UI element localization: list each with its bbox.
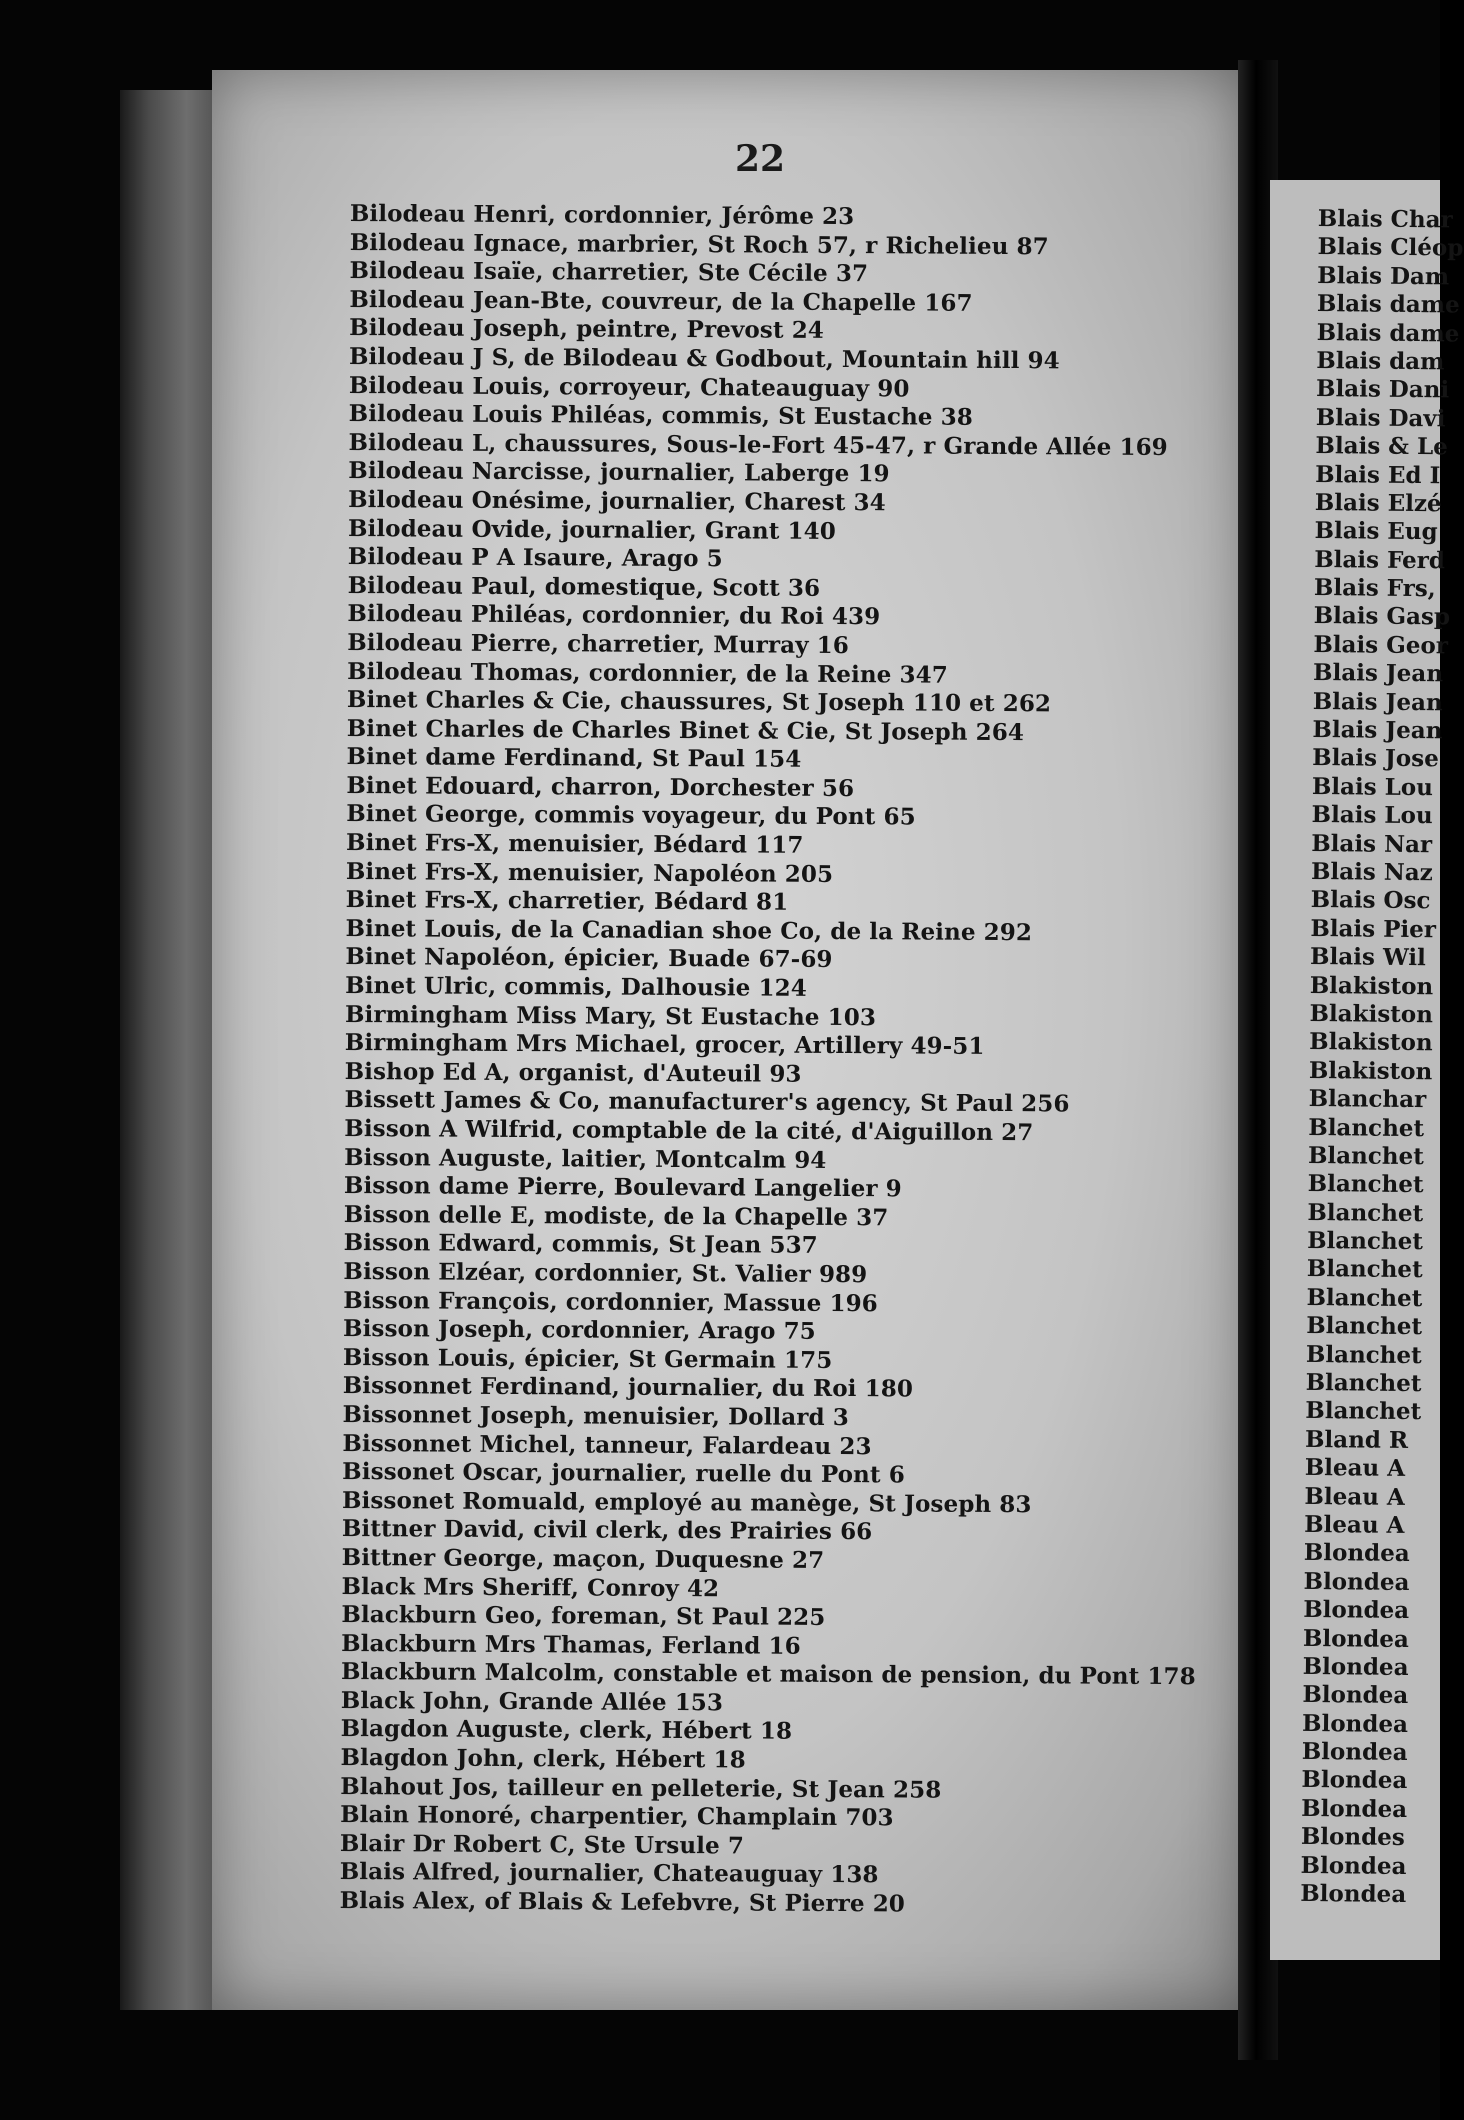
facing-page-entry: Blanchet [1307,1198,1424,1227]
facing-page-entry: Blais Wil [1309,943,1426,972]
facing-page-entry: Blondea [1300,1879,1407,1909]
facing-page-entry: Blais Gasp [1313,602,1451,631]
facing-page-entry: Blais Nar [1311,829,1433,858]
facing-page-entry: Blakiston [1309,1028,1433,1057]
directory-entry: Blagdon John, clerk, Hébert 18 [340,1744,746,1774]
facing-page-entry: Blondea [1302,1681,1409,1710]
directory-entry: Binet Frs-X, charretier, Bédard 81 [345,886,789,916]
facing-page-entry: Bleau A [1304,1482,1405,1511]
facing-page-entry: Blais Ferd [1314,545,1446,575]
directory-entry: Bisson Joseph, cordonnier, Arago 75 [343,1315,816,1346]
facing-page-entry: Blais Jean [1312,687,1443,716]
directory-entry: Bishop Ed A, organist, d'Auteuil 93 [344,1057,802,1088]
directory-entry: Bilodeau Paul, domestique, Scott 36 [347,571,821,602]
facing-page-entry: Blanchar [1308,1085,1427,1114]
facing-page-entries [1300,205,1464,1910]
directory-entry: Binet Frs-X, menuisier, Napoléon 205 [345,857,834,888]
directory-entry: Bissonnet Joseph, menuisier, Dollard 3 [342,1400,850,1432]
facing-page-entry: Blondea [1302,1624,1409,1653]
facing-page-entry: Blais Geor [1313,630,1449,660]
directory-entry: Bilodeau Thomas, cordonnier, de la Reine 347 [347,657,948,689]
directory-entry: Binet Edouard, charron, Dorchester 56 [346,771,855,802]
directory-entry: Blais Alex, of Blais & Lefebvre, St Pierre 20 [339,1886,906,1918]
facing-page-entry: Blakiston [1309,999,1434,1029]
facing-page-entry: Blakiston [1309,971,1434,1000]
directory-entry: Binet Ulric, commis, Dalhousie 124 [345,972,807,1002]
directory-entry: Bilodeau Ovide, journalier, Grant 140 [347,514,836,545]
facing-page-entry: Blais & Le [1315,432,1448,461]
directory-entry: Bilodeau L, chaussures, Sous-le-Fort 45-47, r Grande Allée 169 [348,428,1168,461]
facing-page-entry: Blais Lou [1311,772,1434,802]
directory-entry: Birmingham Mrs Michael, grocer, Artillery 49-51 [344,1029,985,1061]
directory-entry: Blagdon Auguste, clerk, Hébert 18 [340,1715,793,1746]
facing-page-entry: Bleau A [1304,1510,1405,1539]
directory-entry: Bittner George, maçon, Duquesne 27 [341,1543,825,1574]
directory-entry: Bilodeau Louis, corroyeur, Chateauguay 90 [348,371,910,402]
directory-entry: Bissonnet Ferdinand, journalier, du Roi 180 [342,1372,914,1403]
directory-entry: Bilodeau Joseph, peintre, Prevost 24 [349,314,825,345]
facing-page-entry: Blais Jean [1312,659,1444,688]
directory-entry: Binet Louis, de la Canadian shoe Co, de la Reine 292 [345,914,1033,947]
facing-page-entry: Blais Cléop [1317,233,1464,262]
facing-page-entry: Blais dame [1316,290,1460,319]
facing-page-entry: Blais Naz [1310,857,1433,887]
directory-entry: Binet dame Ferdinand, St Paul 154 [346,743,802,774]
directory-entry: Blackburn Mrs Thamas, Ferland 16 [341,1629,801,1660]
directory-entry: Binet George, commis voyageur, du Pont 65 [346,800,916,831]
directory-entry: Bisson Edward, commis, St Jean 537 [343,1229,818,1260]
facing-page-entry: Blais dam [1316,346,1445,376]
facing-page-entry: Blais dame [1316,318,1460,348]
directory-entry: Birmingham Miss Mary, St Eustache 103 [344,1000,877,1031]
facing-page-entry: Blanchet [1307,1170,1424,1199]
directory-entry: Bisson Louis, épicier, St Germain 175 [342,1343,833,1374]
facing-page-entry: Blais Elzé [1314,488,1442,518]
facing-page-entry: Blais Jean [1312,716,1443,745]
directory-entry: Binet Charles de Charles Binet & Cie, St Joseph 264 [346,714,1025,746]
directory-entry: Black Mrs Sheriff, Conroy 42 [341,1572,720,1602]
facing-page-entry: Blais Davi [1315,403,1446,433]
directory-entry: Binet Charles & Cie, chaussures, St Joseph 110 et 262 [346,686,1052,718]
facing-page-entry: Blais Eug [1314,517,1438,546]
directory-entry: Bilodeau Jean-Bte, couvreur, de la Chapelle 167 [349,285,973,317]
facing-page-entry: Blais Dam [1317,261,1450,291]
facing-page-entry: Blais Jose [1312,744,1439,773]
facing-page-entry: Blais Lou [1311,801,1433,830]
directory-entry: Blackburn Geo, foreman, St Paul 225 [341,1601,826,1632]
directory-entry: Bisson A Wilfrid, comptable de la cité, d'Aiguillon 27 [344,1114,1034,1147]
directory-entry: Bittner David, civil clerk, des Prairies 66 [341,1515,873,1546]
facing-page-entry: Bleau A [1304,1454,1406,1483]
facing-page-entry: Blanchet [1306,1312,1423,1341]
directory-entry: Bisson François, cordonnier, Massue 196 [343,1286,878,1317]
facing-page-entry: Blanchet [1305,1340,1422,1369]
directory-entry: Black John, Grande Allée 153 [340,1686,724,1717]
facing-page-entry: Blondea [1301,1794,1408,1823]
facing-page-entry: Blanchet [1307,1227,1424,1256]
directory-entry: Bilodeau Philéas, cordonnier, du Roi 439 [347,600,881,631]
facing-page-entry: Blanchet [1305,1397,1422,1426]
facing-page-entry: Bland R [1304,1425,1409,1454]
facing-page-entry: Blais Frs, [1313,574,1436,603]
facing-page-entry: Blondea [1300,1851,1407,1880]
directory-entries [340,200,1230,1921]
directory-entry: Binet Napoléon, épicier, Buade 67-69 [345,943,833,974]
directory-entry: Blackburn Malcolm, constable et maison de pension, du Pont 178 [340,1658,1196,1691]
facing-page-entry: Blondea [1303,1567,1410,1596]
facing-page-entry: Blanchet [1306,1255,1423,1284]
page-number: 22 [734,138,786,180]
directory-entry: Bisson delle E, modiste, de la Chapelle 37 [343,1200,889,1232]
facing-page-entry: Blakiston [1308,1056,1433,1085]
directory-entry: Bilodeau Pierre, charretier, Murray 16 [347,628,849,659]
facing-page-entry: Blais Dani [1315,375,1450,404]
directory-entry: Bissonnet Michel, tanneur, Falardeau 23 [342,1429,872,1460]
facing-page-entry: Blanchet [1306,1283,1423,1312]
directory-entry: Binet Frs-X, menuisier, Bédard 117 [345,829,804,859]
facing-page-entry: Blais Osc [1310,886,1431,915]
facing-page-entry: Blondea [1301,1709,1409,1738]
directory-entry: Blain Honoré, charpentier, Champlain 703 [340,1801,894,1832]
directory-entry: Blais Alfred, journalier, Chateauguay 138 [339,1858,879,1889]
directory-entry: Bilodeau Ignace, marbrier, St Roch 57, r Richelieu 87 [349,228,1049,260]
facing-page-entry: Blondea [1302,1652,1409,1681]
directory-entry: Bilodeau Isaïe, charretier, Ste Cécile 37 [349,257,869,288]
directory-entry: Bilodeau J S, de Bilodeau & Godbout, Mountain hill 94 [348,342,1060,375]
facing-page-entry: Blanchet [1305,1368,1422,1398]
directory-entry: Blahout Jos, tailleur en pelleterie, St Jean 258 [340,1772,942,1804]
facing-page-entry: Blondea [1303,1539,1410,1568]
directory-entry: Bilodeau Louis Philéas, commis, St Eustache 38 [348,400,973,431]
directory-entry: Bilodeau Henri, cordonnier, Jérôme 23 [349,200,855,231]
facing-page-entry: Blondea [1301,1766,1408,1795]
facing-page-entry: Blais Char [1317,205,1453,234]
directory-entry: Blair Dr Robert C, Ste Ursule 7 [339,1829,745,1860]
facing-page-entry: Blondea [1301,1738,1408,1767]
directory-entry: Bissett James & Co, manufacturer's agency, St Paul 256 [344,1086,1070,1118]
facing-page-entry: Blanchet [1308,1113,1425,1142]
directory-entry: Bissonet Romuald, employé au manège, St Joseph 83 [341,1486,1032,1518]
directory-entry: Bilodeau Narcisse, journalier, Laberge 19 [348,457,890,488]
left-page-edge [120,90,218,2010]
facing-page-entry: Blondes [1300,1823,1405,1852]
directory-entry: Bisson Elzéar, cordonnier, St. Valier 989 [343,1257,868,1289]
facing-page-entry: Blondea [1303,1596,1410,1625]
facing-page-entry: Blais Ed I [1315,460,1441,489]
directory-entry: Bilodeau Onésime, journalier, Charest 34 [348,485,886,517]
facing-page-entry: Blanchet [1307,1141,1424,1171]
directory-entry: Bisson dame Pierre, Boulevard Langelier 9 [343,1172,902,1203]
directory-entry: Bilodeau P A Isaure, Arago 5 [347,543,723,573]
directory-entry: Bissonet Oscar, journalier, ruelle du Pont 6 [342,1458,905,1489]
facing-page-entry: Blais Pier [1310,914,1437,944]
directory-entry: Bisson Auguste, laitier, Montcalm 94 [344,1143,827,1174]
